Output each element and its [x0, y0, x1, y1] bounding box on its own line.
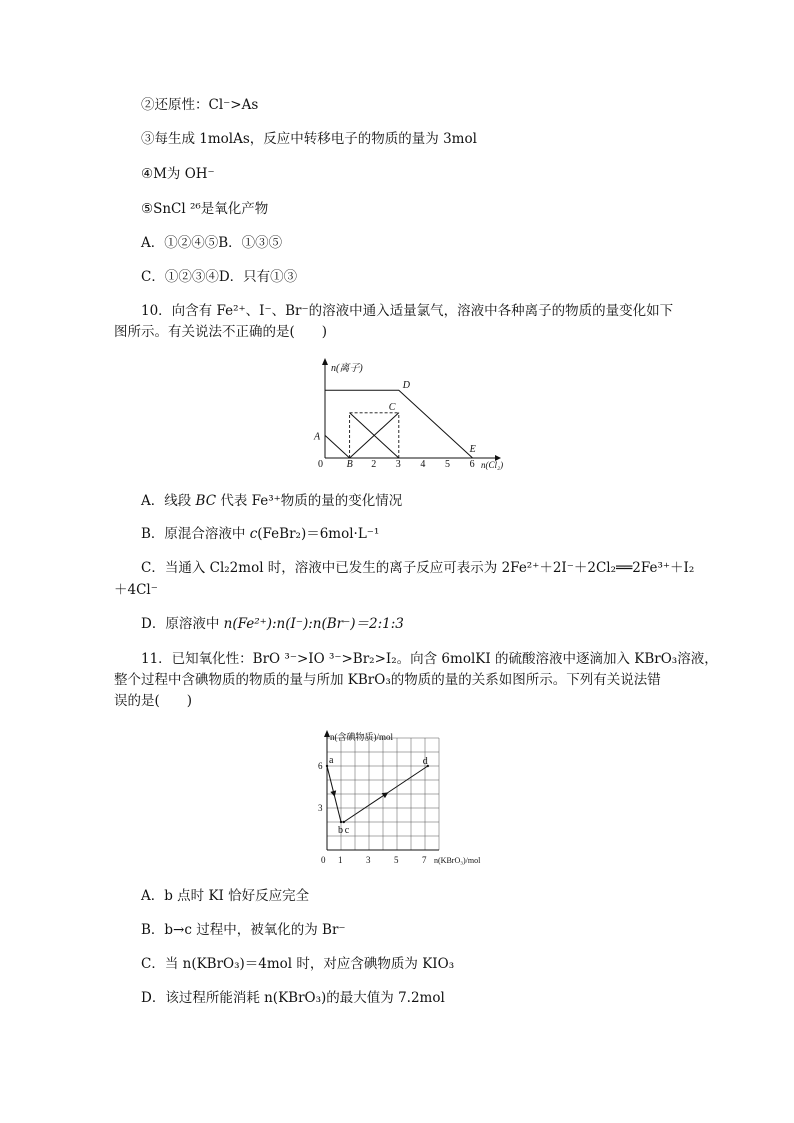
x-tick-label: 1 [338, 855, 343, 865]
q11-stem-line1: 11．已知氧化性：BrO ³⁻>IO ³⁻>Br₂>I₂。向含 6molKI 的硫酸溶液中逐滴加入 KBrO₃溶液， [141, 651, 718, 667]
x-tick-label: 4 [420, 459, 426, 470]
point-label: C [388, 401, 396, 413]
x-axis-label: n(KBrO₃)/mol [434, 856, 481, 865]
point-label: c [344, 825, 350, 836]
q9-option-a: A．①②④⑤B．①③⑤ [141, 235, 283, 251]
point-label: b [338, 825, 343, 836]
x-tick-label: 2 [371, 459, 377, 470]
direction-arrow [330, 790, 336, 797]
q11-option-c: C．当 n(KBrO₃)＝4mol 时，对应含碘物质为 KIO₃ [141, 956, 455, 972]
q11-option-b: B．b→c 过程中，被氧化的为 Br⁻ [141, 922, 346, 938]
x-tick-label: 3 [366, 855, 371, 865]
x-tick-label: 5 [394, 855, 399, 865]
q11-stem-line3: 误的是( ) [114, 693, 193, 709]
q9-item-3: ③每生成 1molAs，反应中转移电子的物质的量为 3mol [141, 131, 477, 147]
q10-option-a: A．线段 BC 代表 Fe³⁺物质的量的变化情况 [141, 493, 403, 509]
data-point [343, 821, 345, 823]
x-tick-label: 0 [318, 459, 323, 470]
point-label: A [314, 431, 321, 443]
q9-item-2: ②还原性：Cl⁻>As [141, 97, 259, 113]
y-axis-label: n(含碘物质)/mol [330, 732, 393, 742]
y-axis-arrow [322, 358, 328, 365]
q10-option-b: B．原混合溶液中 c(FeBr₂)＝6mol·L⁻¹ [141, 526, 380, 542]
q11-stem-line2: 整个过程中含碘物质的物质的量与所加 KBrO₃的物质的量的关系如图所示。下列有关说法错 [114, 672, 661, 688]
q9-item-5: ⑤SnCl ²⁶是氧化产物 [141, 201, 269, 217]
x-tick-label: 6 [469, 459, 475, 470]
q11-option-a: A．b 点时 KI 恰好反应完全 [141, 888, 310, 904]
data-point [326, 765, 328, 767]
x-tick-label: 5 [445, 459, 450, 470]
q10-chart [305, 355, 515, 480]
data-point [340, 821, 342, 823]
x-axis-label: n(Cl₂) [481, 460, 504, 470]
point-label: d [422, 756, 428, 767]
x-tick-label: 3 [395, 459, 401, 470]
x-tick-label: 7 [422, 855, 427, 865]
point-label: E [469, 444, 476, 455]
q10-stem-line1: 10．向含有 Fe²⁺、I⁻、Br⁻的溶液中通入适量氯气，溶液中各种离子的物质的量变化如下 [141, 303, 674, 319]
x-tick-label: 0 [321, 855, 326, 865]
q10-option-d: D．原溶液中 n(Fe²⁺):n(I⁻):n(Br⁻)＝2:1:3 [141, 616, 404, 632]
point-label: D [402, 380, 411, 392]
q9-option-c: C．①②③④D．只有①③ [141, 269, 298, 285]
q10-stem-line2: 图所示。有关说法不正确的是( ) [114, 324, 328, 340]
q10-option-c-line1: C．当通入 Cl₂2mol 时，溶液中已发生的离子反应可表示为 2Fe²⁺＋2I⁻＋2Cl₂══2Fe³⁺＋I₂ [141, 560, 695, 576]
q11-option-d: D．该过程所能消耗 n(KBrO₃)的最大值为 7.2mol [141, 990, 445, 1006]
q9-item-4: ④M为 OH⁻ [141, 166, 215, 182]
y-axis-label: n(离子) [331, 363, 363, 374]
series-line [325, 435, 350, 458]
q11-chart [305, 728, 505, 873]
y-tick-label: 3 [318, 803, 323, 813]
q10-option-c-line2: ＋4Cl⁻ [114, 582, 158, 598]
point-label: a [329, 755, 334, 766]
direction-arrow [382, 792, 389, 798]
y-tick-label: 6 [318, 761, 323, 771]
x-tick-label: B [346, 459, 353, 470]
